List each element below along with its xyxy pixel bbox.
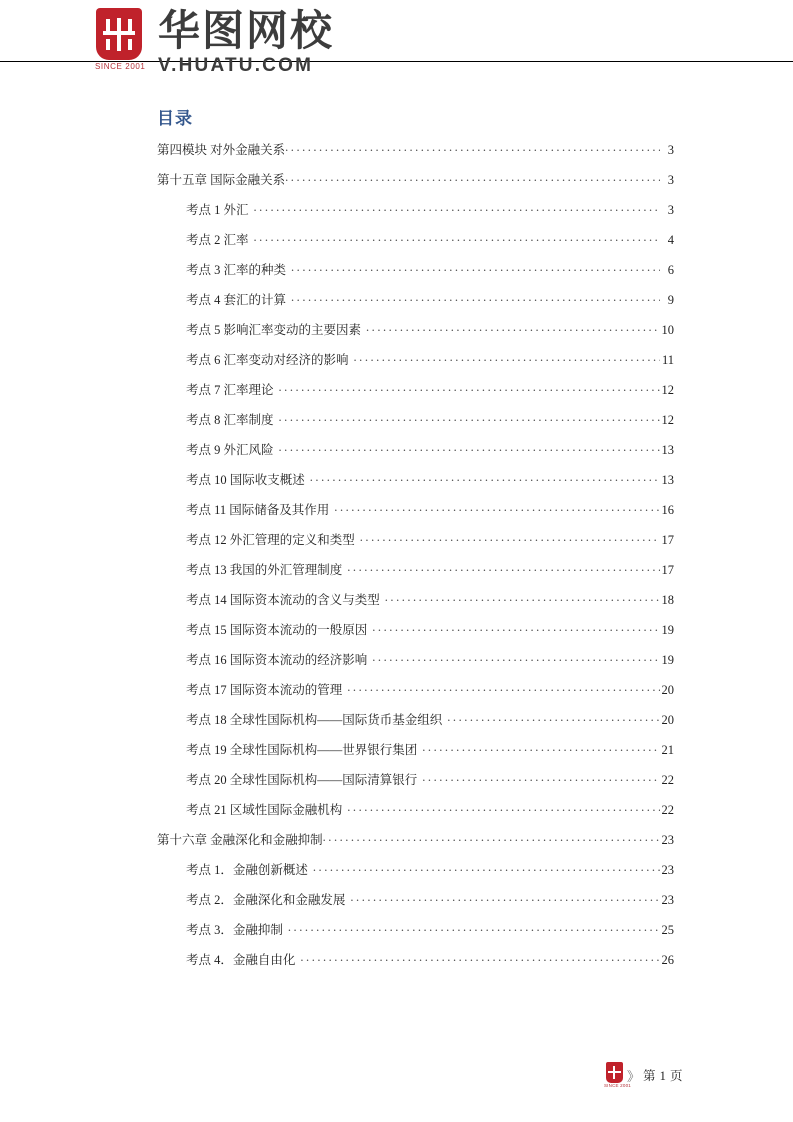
toc-entry-label: 考点 17 国际资本流动的管理 — [186, 683, 343, 697]
toc-entry-page-number: 18 — [661, 593, 674, 607]
toc-entry-page-number: 16 — [661, 503, 674, 517]
toc-entry-label: 第四模块 对外金融关系 — [157, 143, 286, 157]
shield-shape — [606, 1062, 623, 1083]
toc-dot-leader — [279, 442, 660, 454]
toc-dot-leader — [291, 262, 660, 274]
toc-dot-leader — [334, 502, 660, 514]
toc-entry[interactable] — [0, 920, 793, 950]
toc-dot-leader — [354, 352, 660, 364]
toc-entry-page-number: 22 — [661, 773, 674, 787]
toc-entry-label: 考点 3 汇率的种类 — [186, 263, 287, 277]
toc-entry-label: 考点 4．金融自由化 — [186, 953, 296, 967]
toc-dot-leader — [372, 652, 660, 664]
toc-entry[interactable] — [0, 770, 793, 800]
toc-entry[interactable] — [0, 140, 793, 170]
toc-entry-label: 考点 11 国际储备及其作用 — [186, 503, 330, 517]
toc-dot-leader — [285, 142, 660, 154]
toc-dot-leader — [350, 892, 660, 904]
toc-entry-page-number: 19 — [661, 653, 674, 667]
toc-dot-leader — [422, 742, 660, 754]
toc-entry[interactable] — [0, 650, 793, 680]
toc-entry[interactable] — [0, 560, 793, 590]
toc-entry-page-number: 17 — [661, 563, 674, 577]
toc-dot-leader — [254, 232, 660, 244]
toc-dot-leader — [323, 832, 660, 844]
toc-entry-list — [0, 140, 793, 980]
toc-dot-leader — [347, 562, 660, 574]
toc-dot-leader — [422, 772, 660, 784]
toc-entry-page-number: 3 — [667, 143, 674, 157]
page-footer — [0, 1062, 793, 1096]
brand-website-url: V.HUATU.COM — [158, 55, 314, 76]
footer-separator-glyph: 》 — [626, 1069, 640, 1085]
toc-entry[interactable] — [0, 830, 793, 860]
toc-entry[interactable] — [0, 230, 793, 260]
toc-entry-label: 考点 1 外汇 — [186, 203, 249, 217]
toc-entry-page-number: 11 — [661, 353, 674, 367]
toc-dot-leader — [310, 472, 660, 484]
toc-entry-label: 第十五章 国际金融关系 — [157, 173, 286, 187]
toc-dot-leader — [313, 862, 660, 874]
toc-entry-label: 考点 19 全球性国际机构——世界银行集团 — [186, 743, 418, 757]
toc-entry-label: 考点 14 国际资本流动的含义与类型 — [186, 593, 380, 607]
toc-entry-label: 考点 6 汇率变动对经济的影响 — [186, 353, 349, 367]
toc-dot-leader — [366, 322, 660, 334]
toc-dot-leader — [291, 292, 660, 304]
footer-since-text: SINCE 2001 — [603, 1083, 631, 1088]
toc-entry[interactable] — [0, 200, 793, 230]
toc-entry-page-number: 19 — [661, 623, 674, 637]
toc-entry-label: 考点 16 国际资本流动的经济影响 — [186, 653, 368, 667]
toc-dot-leader — [372, 622, 660, 634]
toc-entry-page-number: 9 — [667, 293, 674, 307]
toc-entry[interactable] — [0, 860, 793, 890]
toc-dot-leader — [347, 682, 660, 694]
toc-entry-label: 考点 15 国际资本流动的一般原因 — [186, 623, 368, 637]
toc-entry-label: 考点 21 区域性国际金融机构 — [186, 803, 343, 817]
toc-entry-label: 考点 1．金融创新概述 — [186, 863, 308, 877]
toc-entry-page-number: 13 — [661, 443, 674, 457]
toc-entry-label: 考点 18 全球性国际机构——国际货币基金组织 — [186, 713, 443, 727]
toc-entry[interactable] — [0, 470, 793, 500]
huatu-shield-logo-icon — [603, 1062, 631, 1088]
brand-since-text: SINCE 2001 — [95, 62, 146, 71]
toc-dot-leader — [279, 382, 660, 394]
toc-entry-page-number: 22 — [661, 803, 674, 817]
toc-entry-label: 考点 7 汇率理论 — [186, 383, 274, 397]
toc-entry[interactable] — [0, 620, 793, 650]
toc-entry[interactable] — [0, 740, 793, 770]
toc-entry-page-number: 12 — [661, 413, 674, 427]
toc-entry-page-number: 20 — [661, 713, 674, 727]
brand-logo — [96, 8, 334, 77]
toc-entry-page-number: 23 — [661, 863, 674, 877]
toc-entry-page-number: 21 — [661, 743, 674, 757]
toc-entry[interactable] — [0, 410, 793, 440]
toc-entry-page-number: 25 — [661, 923, 674, 937]
toc-entry[interactable] — [0, 710, 793, 740]
toc-entry-page-number: 10 — [661, 323, 674, 337]
toc-entry-page-number: 3 — [667, 203, 674, 217]
toc-entry-page-number: 13 — [661, 473, 674, 487]
toc-entry-label: 考点 3．金融抑制 — [186, 923, 283, 937]
toc-entry-label: 考点 5 影响汇率变动的主要因素 — [186, 323, 362, 337]
toc-entry[interactable] — [0, 590, 793, 620]
toc-dot-leader — [285, 172, 660, 184]
toc-entry-label: 考点 12 外汇管理的定义和类型 — [186, 533, 355, 547]
toc-entry-label: 考点 8 汇率制度 — [186, 413, 274, 427]
toc-entry[interactable] — [0, 800, 793, 830]
toc-entry-label: 考点 13 我国的外汇管理制度 — [186, 563, 343, 577]
toc-entry[interactable] — [0, 290, 793, 320]
toc-entry-label: 考点 9 外汇风险 — [186, 443, 274, 457]
toc-entry-label: 考点 10 国际收支概述 — [186, 473, 305, 487]
toc-entry-label: 考点 2．金融深化和金融发展 — [186, 893, 346, 907]
page-title: 目录 — [157, 109, 193, 129]
toc-entry[interactable] — [0, 260, 793, 290]
toc-dot-leader — [300, 952, 660, 964]
toc-entry-label: 第十六章 金融深化和金融抑制 — [157, 833, 323, 847]
toc-entry[interactable] — [0, 170, 793, 200]
toc-entry-page-number: 4 — [667, 233, 674, 247]
toc-entry-page-number: 6 — [667, 263, 674, 277]
toc-entry-page-number: 20 — [661, 683, 674, 697]
toc-dot-leader — [347, 802, 660, 814]
toc-entry-page-number: 23 — [661, 833, 674, 847]
footer-content — [603, 1062, 683, 1088]
toc-entry-label: 考点 20 全球性国际机构——国际清算银行 — [186, 773, 418, 787]
toc-entry[interactable] — [0, 350, 793, 380]
page-number-label: 第 1 页 — [642, 1069, 683, 1083]
toc-entry-page-number: 17 — [661, 533, 674, 547]
toc-entry-page-number: 23 — [661, 893, 674, 907]
page-header — [0, 0, 793, 95]
toc-entry[interactable] — [0, 950, 793, 980]
toc-entry[interactable] — [0, 530, 793, 560]
toc-dot-leader — [288, 922, 660, 934]
brand-name-cn: 华图网校 — [158, 6, 335, 55]
shield-pillars — [96, 8, 142, 60]
toc-dot-leader — [447, 712, 660, 724]
toc-entry[interactable] — [0, 680, 793, 710]
toc-entry-page-number: 3 — [667, 173, 674, 187]
toc-entry-label: 考点 4 套汇的计算 — [186, 293, 287, 307]
toc-dot-leader — [254, 202, 660, 214]
toc-entry[interactable] — [0, 320, 793, 350]
huatu-shield-logo-icon — [95, 8, 146, 71]
toc-dot-leader — [279, 412, 660, 424]
toc-dot-leader — [385, 592, 660, 604]
toc-entry-page-number: 26 — [661, 953, 674, 967]
toc-entry[interactable] — [0, 380, 793, 410]
toc-entry-page-number: 12 — [661, 383, 674, 397]
toc-entry[interactable] — [0, 890, 793, 920]
toc-entry[interactable] — [0, 440, 793, 470]
brand-wordmark — [158, 8, 334, 77]
toc-dot-leader — [360, 532, 660, 544]
toc-entry-label: 考点 2 汇率 — [186, 233, 249, 247]
toc-entry[interactable] — [0, 500, 793, 530]
